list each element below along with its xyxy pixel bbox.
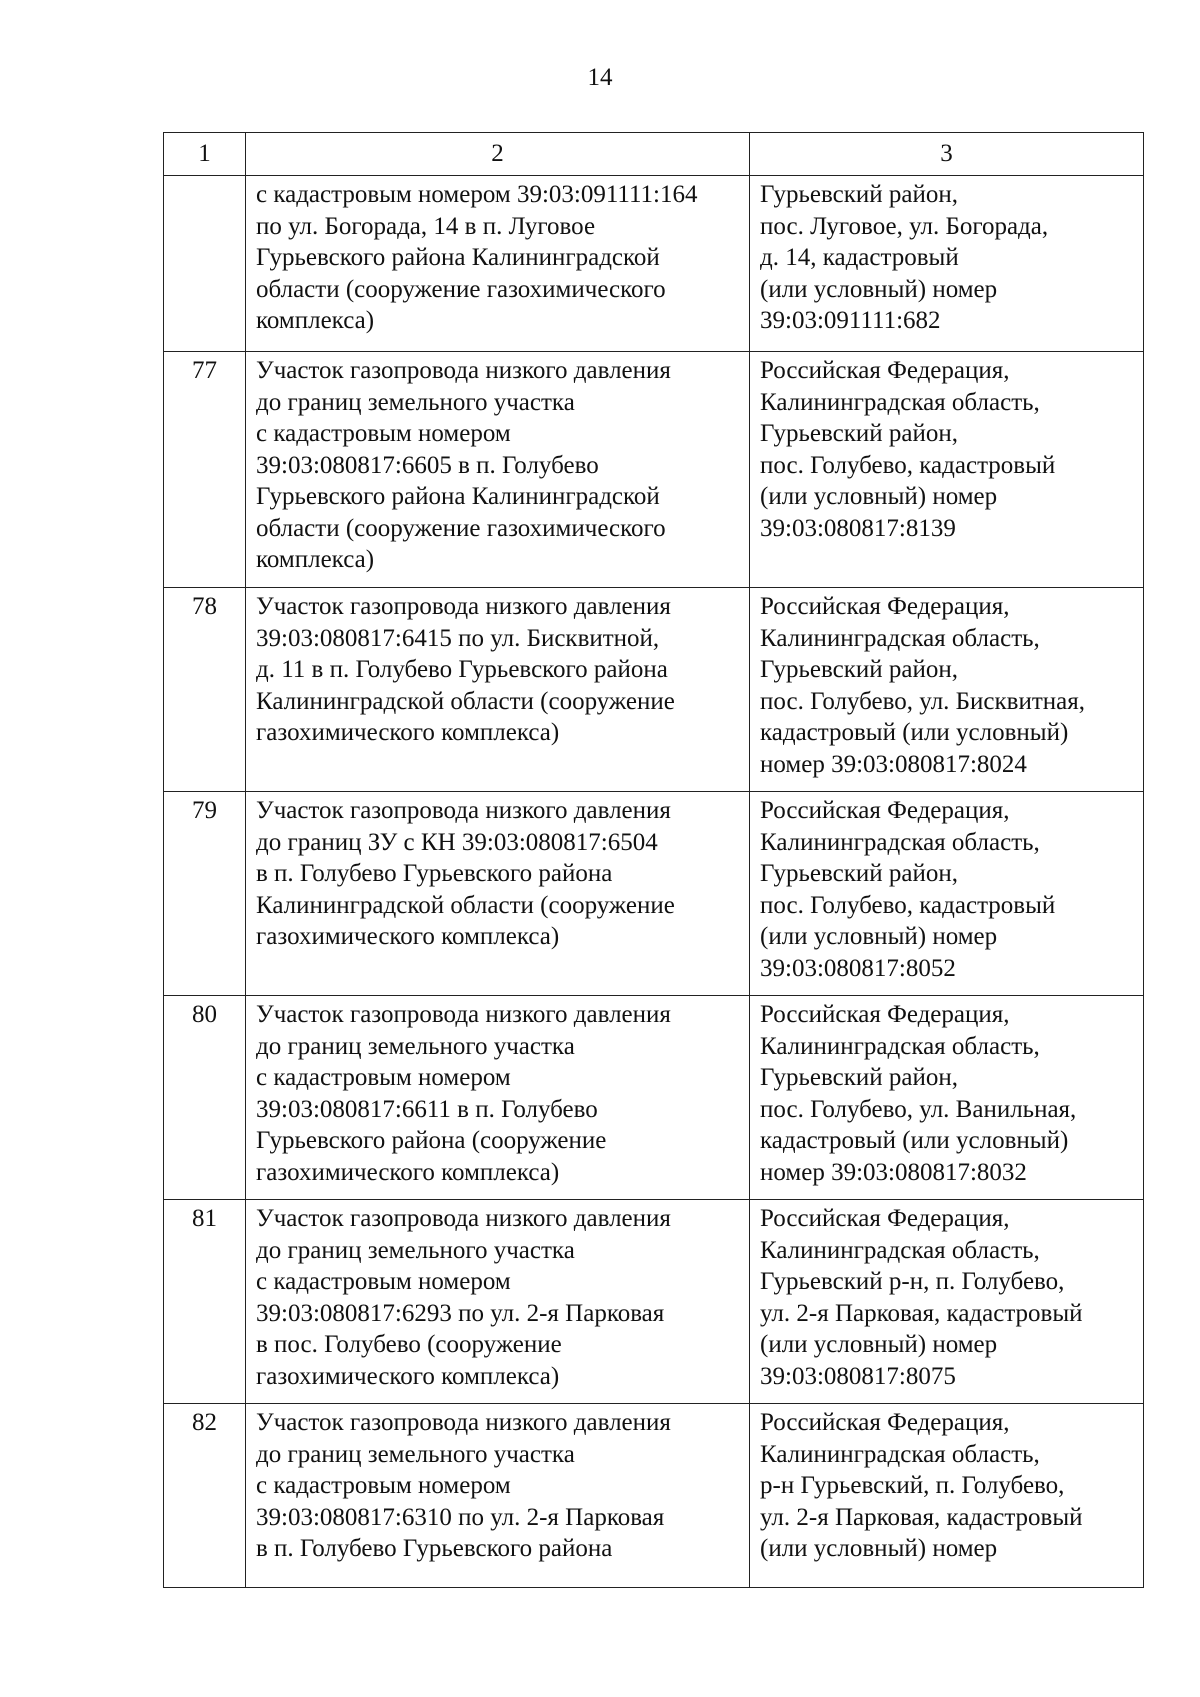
text-line: Российская Федерация, xyxy=(760,1409,1010,1436)
object-description-cell xyxy=(246,588,750,792)
text-line: Калининградская область, xyxy=(760,1236,1040,1264)
text-line: области (сооружение газохимического xyxy=(256,275,666,303)
object-description-cell xyxy=(246,176,750,352)
text-line: Гурьевский район, xyxy=(760,1064,959,1091)
table-row xyxy=(164,352,1144,588)
text-line: (или условный) номер xyxy=(760,483,998,510)
text-line: до границ земельного участка xyxy=(256,1236,575,1264)
text-line: газохимического комплекса) xyxy=(256,719,560,746)
text-line: Российская Федерация, xyxy=(760,357,1010,384)
text-line: кадастровый (или условный) xyxy=(760,719,1069,746)
text-line: до границ ЗУ с КН 39:03:080817:6504 xyxy=(256,828,658,856)
text-line: 39:03:080817:8052 xyxy=(760,954,956,982)
table-header-row xyxy=(164,133,1144,176)
text-line: Участок газопровода низкого давления xyxy=(256,1001,671,1028)
text-line: р-н Гурьевский, п. Голубево, xyxy=(760,1472,1065,1499)
text-line: 39:03:080817:6605 в п. Голубево xyxy=(256,451,599,479)
text-line: с кадастровым номером xyxy=(256,1268,511,1295)
text-line: Участок газопровода низкого давления xyxy=(256,357,671,384)
text-line: ул. 2-я Парковая, кадастровый xyxy=(760,1503,1083,1531)
text-line: 39:03:080817:8075 xyxy=(760,1362,956,1390)
text-line: с кадастровым номером 39:03:091111:164 xyxy=(256,181,698,208)
text-line: с кадастровым номером xyxy=(256,1064,511,1091)
location-cell xyxy=(750,352,1144,588)
text-line: в п. Голубево Гурьевского района xyxy=(256,860,613,887)
text-line: с кадастровым номером xyxy=(256,1472,511,1499)
text-line: до границ земельного участка xyxy=(256,1440,575,1468)
text-line: Калининградская область, xyxy=(760,828,1040,856)
header-cell-3: 3 xyxy=(750,133,1144,176)
text-line: 39:03:080817:8139 xyxy=(760,514,956,542)
text-line: 39:03:080817:6310 по ул. 2-я Парковая xyxy=(256,1503,665,1531)
text-line: газохимического комплекса) xyxy=(256,1158,560,1186)
location-cell xyxy=(750,996,1144,1200)
table-row xyxy=(164,1200,1144,1404)
text-line: 39:03:080817:6611 в п. Голубево xyxy=(256,1095,598,1123)
header-cell-2: 2 xyxy=(246,133,750,176)
location-cell xyxy=(750,1404,1144,1588)
text-line: 39:03:080817:6415 по ул. Бисквитной, xyxy=(256,624,660,652)
text-line: в пос. Голубево (сооружение xyxy=(256,1331,562,1358)
text-line: Российская Федерация, xyxy=(760,593,1010,620)
text-line: до границ земельного участка xyxy=(256,388,575,416)
text-line: Гурьевский район, xyxy=(760,181,959,208)
text-line: Гурьевский район, xyxy=(760,860,959,887)
text-line: Гурьевского района (сооружение xyxy=(256,1127,607,1154)
text-line: Гурьевский район, xyxy=(760,420,959,447)
location-cell xyxy=(750,792,1144,996)
text-line: пос. Голубево, ул. Ванильная, xyxy=(760,1095,1077,1123)
text-line: пос. Голубево, кадастровый xyxy=(760,891,1056,919)
text-line: Участок газопровода низкого давления xyxy=(256,797,671,824)
registry-table xyxy=(163,132,1144,1588)
text-line: пос. Голубево, ул. Бисквитная, xyxy=(760,687,1085,715)
table-row xyxy=(164,792,1144,996)
text-line: Российская Федерация, xyxy=(760,1001,1010,1028)
text-line: Российская Федерация, xyxy=(760,1205,1010,1232)
text-line: Калининградской области (сооружение xyxy=(256,891,675,919)
text-line: Российская Федерация, xyxy=(760,797,1010,824)
text-line: 39:03:080817:6293 по ул. 2-я Парковая xyxy=(256,1299,665,1327)
row-number: 82 xyxy=(164,1404,246,1588)
text-line: Калининградская область, xyxy=(760,388,1040,416)
text-line: комплекса) xyxy=(256,546,375,573)
row-number xyxy=(164,176,246,352)
page-number: 14 xyxy=(587,64,613,91)
header-cell-1: 1 xyxy=(164,133,246,176)
text-line: пос. Луговое, ул. Богорада, xyxy=(760,212,1049,240)
object-description-cell xyxy=(246,792,750,996)
object-description-cell xyxy=(246,352,750,588)
text-line: области (сооружение газохимического xyxy=(256,514,666,542)
text-line: 39:03:091111:682 xyxy=(760,307,941,334)
text-line: до границ земельного участка xyxy=(256,1032,575,1060)
text-line: (или условный) номер xyxy=(760,1535,998,1562)
object-description-cell xyxy=(246,996,750,1200)
text-line: с кадастровым номером xyxy=(256,420,511,447)
table-row xyxy=(164,588,1144,792)
text-line: Калининградской области (сооружение xyxy=(256,687,675,715)
text-line: газохимического комплекса) xyxy=(256,923,560,950)
text-line: Участок газопровода низкого давления xyxy=(256,593,671,620)
text-line: Гурьевского района Калининградской xyxy=(256,483,660,510)
text-line: Гурьевский р-н, п. Голубево, xyxy=(760,1268,1065,1295)
text-line: Гурьевский район, xyxy=(760,656,959,683)
text-line: кадастровый (или условный) xyxy=(760,1127,1069,1154)
text-line: ул. 2-я Парковая, кадастровый xyxy=(760,1299,1083,1327)
text-line: Калининградская область, xyxy=(760,624,1040,652)
text-line: д. 14, кадастровый xyxy=(760,244,959,271)
row-number: 79 xyxy=(164,792,246,996)
text-line: газохимического комплекса) xyxy=(256,1362,560,1390)
location-cell xyxy=(750,1200,1144,1404)
text-line: (или условный) номер xyxy=(760,275,998,303)
object-description-cell xyxy=(246,1404,750,1588)
text-line: (или условный) номер xyxy=(760,1331,998,1358)
text-line: Калининградская область, xyxy=(760,1032,1040,1060)
row-number: 77 xyxy=(164,352,246,588)
text-line: номер 39:03:080817:8032 xyxy=(760,1158,1027,1186)
row-number: 78 xyxy=(164,588,246,792)
text-line: номер 39:03:080817:8024 xyxy=(760,750,1027,778)
row-number: 80 xyxy=(164,996,246,1200)
table-row xyxy=(164,176,1144,352)
location-cell xyxy=(750,176,1144,352)
text-line: в п. Голубево Гурьевского района xyxy=(256,1535,613,1562)
text-line: Участок газопровода низкого давления xyxy=(256,1205,671,1232)
text-line: Калининградская область, xyxy=(760,1440,1040,1468)
text-line: Гурьевского района Калининградской xyxy=(256,244,660,271)
text-line: (или условный) номер xyxy=(760,923,998,950)
text-line: по ул. Богорада, 14 в п. Луговое xyxy=(256,212,596,240)
location-cell xyxy=(750,588,1144,792)
table-row xyxy=(164,996,1144,1200)
text-line: пос. Голубево, кадастровый xyxy=(760,451,1056,479)
text-line: комплекса) xyxy=(256,307,375,334)
table-row xyxy=(164,1404,1144,1588)
object-description-cell xyxy=(246,1200,750,1404)
text-line: Участок газопровода низкого давления xyxy=(256,1409,671,1436)
row-number: 81 xyxy=(164,1200,246,1404)
text-line: д. 11 в п. Голубево Гурьевского района xyxy=(256,656,668,683)
